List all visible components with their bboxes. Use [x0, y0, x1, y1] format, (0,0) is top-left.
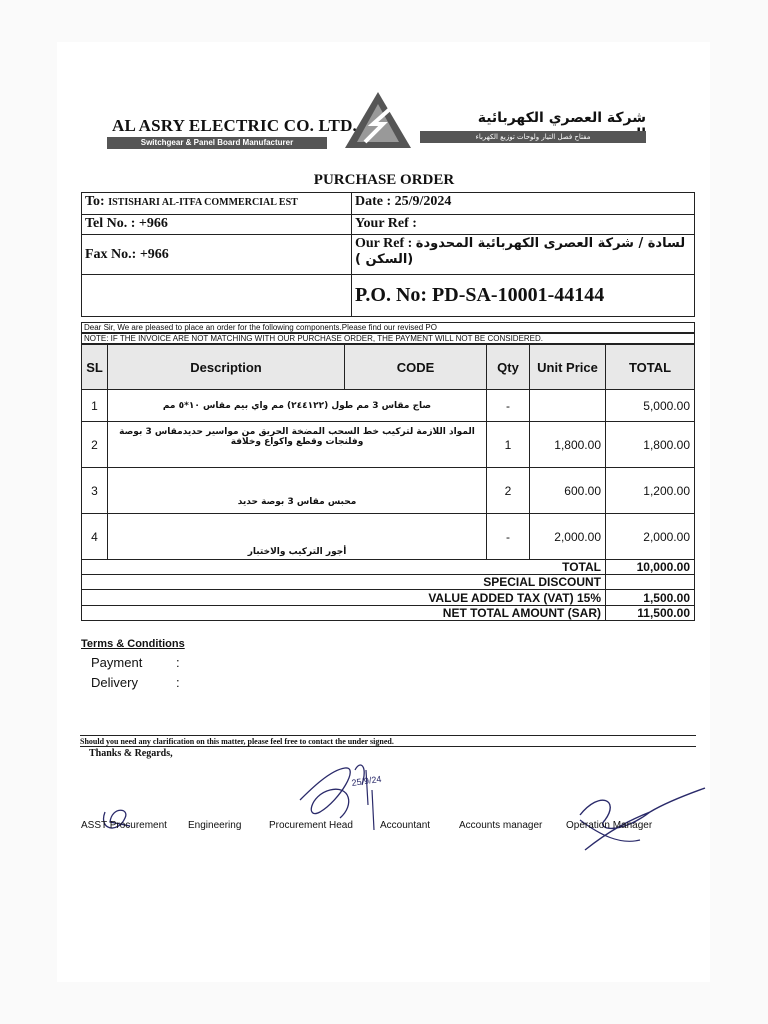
- cell-description: محبس مقاس 3 بوصة حديد: [108, 468, 487, 514]
- tel-cell: Tel No. : +966: [82, 215, 352, 235]
- vat-value: 1,500.00: [606, 590, 695, 606]
- cell-total: 2,000.00: [606, 514, 695, 560]
- terms-heading: Terms & Conditions: [81, 638, 185, 650]
- vat-label: VALUE ADDED TAX (VAT) 15%: [82, 590, 606, 606]
- cell-total: 1,800.00: [606, 422, 695, 468]
- cell-qty: 1: [487, 422, 530, 468]
- to-label: To:: [85, 194, 105, 209]
- col-total: TOTAL: [606, 345, 695, 390]
- our-ref-label: Our Ref :: [355, 236, 413, 251]
- cell-description: المواد اللازمة لتركيب خط السحب المضخة الحريق من مواسير حديدمقاس 3 بوصة وفلنجات وقطع واكواع وخلافة: [108, 422, 487, 468]
- net-value: 11,500.00: [606, 606, 695, 621]
- cell-unit-price: 600.00: [530, 468, 606, 514]
- cell-unit-price: 1,800.00: [530, 422, 606, 468]
- signatory-accounts-manager: Accounts manager: [459, 820, 543, 831]
- signatory-procurement-head: Procurement Head: [269, 820, 353, 831]
- our-ref-value: لسادة / شركة العصرى الكهربائية المحدودة (السكن ): [355, 236, 686, 267]
- thanks-text: Thanks & Regards,: [89, 748, 173, 759]
- payment-label: Payment: [91, 655, 143, 670]
- cell-qty: 2: [487, 468, 530, 514]
- col-description: Description: [108, 345, 345, 390]
- cell-unit-price: 2,000.00: [530, 514, 606, 560]
- fax-cell: Fax No.: +966: [82, 235, 352, 275]
- to-value: ISTISHARI AL-ITFA COMMERCIAL EST: [108, 197, 298, 208]
- col-code: CODE: [345, 345, 487, 390]
- cell-total: 5,000.00: [606, 390, 695, 422]
- company-tagline-en: Switchgear & Panel Board Manufacturer: [107, 137, 327, 149]
- col-qty: Qty: [487, 345, 530, 390]
- total-value: 10,000.00: [606, 560, 695, 575]
- signatory-asst-procurement: ASST Procurement: [81, 820, 167, 831]
- date-cell: Date : 25/9/2024: [352, 193, 695, 215]
- your-ref-cell: Your Ref :: [352, 215, 695, 235]
- cell-description: صاج مقاس 3 مم طول (٢٤٤١٢٢) مم واي بيم مقاس ١٠*٥ مم: [108, 390, 487, 422]
- cell-total: 1,200.00: [606, 468, 695, 514]
- signatory-operation-manager: Operation Manager: [566, 820, 653, 831]
- cell-qty: -: [487, 514, 530, 560]
- signature-date: 25/9/24: [350, 773, 383, 788]
- cell-sl: 1: [82, 390, 108, 422]
- col-sl: SL: [82, 345, 108, 390]
- company-tagline-ar: مفتاح فصل التيار ولوحات توزيع الكهرباء: [420, 131, 646, 143]
- cell-sl: 2: [82, 422, 108, 468]
- delivery-label: Delivery: [91, 675, 138, 690]
- note-line-1: Dear Sir, We are pleased to place an order for the following components.Please find our revised PO: [81, 322, 695, 333]
- cell-description: أجور التركيب والاختبار: [108, 514, 487, 560]
- signatory-engineering: Engineering: [188, 820, 242, 831]
- po-number: P.O. No: PD-SA-10001-44144: [352, 275, 695, 317]
- col-unit-price: Unit Price: [530, 345, 606, 390]
- payment-colon: :: [176, 655, 180, 670]
- cell-sl: 3: [82, 468, 108, 514]
- company-name-en: AL ASRY ELECTRIC CO. LTD.: [112, 116, 357, 135]
- note-line-2: NOTE: IF THE INVOICE ARE NOT MATCHING WITH OUR PURCHASE ORDER, THE PAYMENT WILL NOT BE CONSIDERED.: [81, 333, 695, 344]
- clarification-text: Should you need any clarification on this matter, please feel free to contact the under signed.: [80, 737, 394, 746]
- cell-qty: -: [487, 390, 530, 422]
- total-label: TOTAL: [82, 560, 606, 575]
- delivery-colon: :: [176, 675, 180, 690]
- company-name-ar: شركة العصري الكهربائية: [477, 110, 646, 126]
- net-label: NET TOTAL AMOUNT (SAR): [82, 606, 606, 621]
- cell-sl: 4: [82, 514, 108, 560]
- signatory-accountant: Accountant: [380, 820, 431, 831]
- page-title: PURCHASE ORDER: [313, 172, 455, 188]
- discount-label: SPECIAL DISCOUNT: [82, 575, 606, 590]
